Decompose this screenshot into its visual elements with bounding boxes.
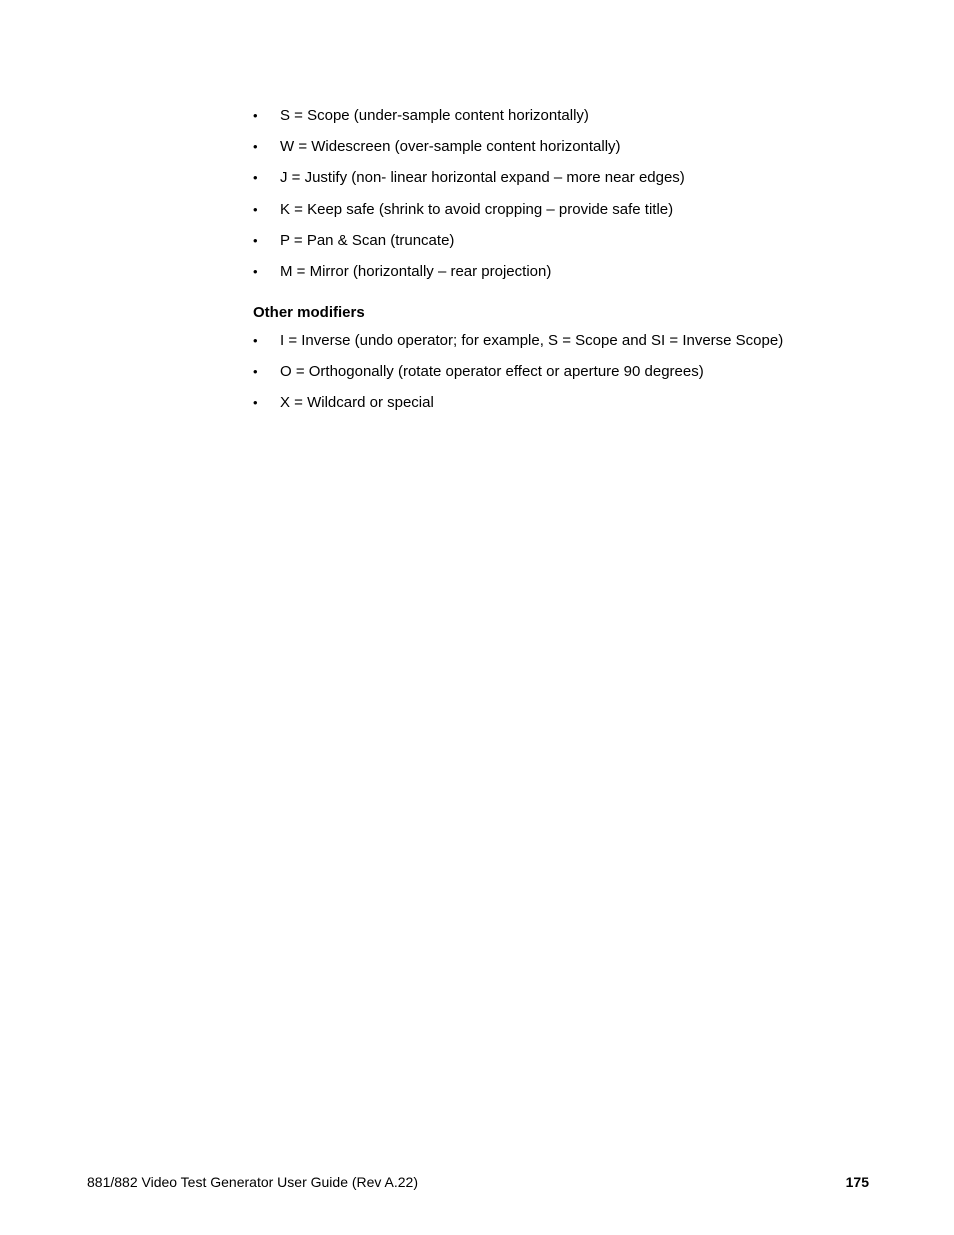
other-modifiers-list — [253, 331, 873, 425]
section-heading-other-modifiers: Other modifiers — [253, 304, 365, 321]
bullet-icon: • — [253, 263, 258, 279]
operator-list — [253, 106, 873, 293]
list-item-text: J = Justify (non- linear horizontal expand – more near edges) — [280, 169, 685, 187]
list-item-text: S = Scope (under-sample content horizontally) — [280, 107, 589, 124]
list-item-text: O = Orthogonally (rotate operator effect or aperture 90 degrees) — [280, 363, 704, 381]
list-item — [253, 393, 873, 413]
bullet-icon: • — [253, 364, 258, 380]
list-item — [253, 137, 873, 157]
list-item — [253, 106, 873, 126]
bullet-icon: • — [253, 201, 258, 217]
list-item — [253, 231, 873, 251]
list-item — [253, 331, 873, 351]
bullet-icon: • — [253, 395, 258, 411]
list-item — [253, 168, 873, 188]
footer-document-title: 881/882 Video Test Generator User Guide (Rev A.22) — [87, 1174, 419, 1190]
list-item-text: P = Pan & Scan (truncate) — [280, 231, 455, 249]
footer-page-number: 175 — [845, 1174, 869, 1190]
list-item-text: M = Mirror (horizontally – rear projection) — [280, 262, 552, 280]
bullet-icon: • — [253, 108, 258, 123]
bullet-icon: • — [253, 170, 258, 186]
list-item-text: W = Widescreen (over-sample content horizontally) — [280, 138, 621, 156]
list-item-text: K = Keep safe (shrink to avoid cropping – provide safe title) — [280, 200, 674, 218]
bullet-icon: • — [253, 333, 258, 348]
bullet-icon: • — [253, 139, 258, 155]
list-item — [253, 262, 873, 282]
list-item-text: X = Wildcard or special — [280, 394, 434, 412]
list-item — [253, 200, 873, 220]
bullet-icon: • — [253, 232, 258, 248]
list-item — [253, 362, 873, 382]
list-item-text: I = Inverse (undo operator; for example, S = Scope and SI = Inverse Scope) — [280, 332, 784, 349]
